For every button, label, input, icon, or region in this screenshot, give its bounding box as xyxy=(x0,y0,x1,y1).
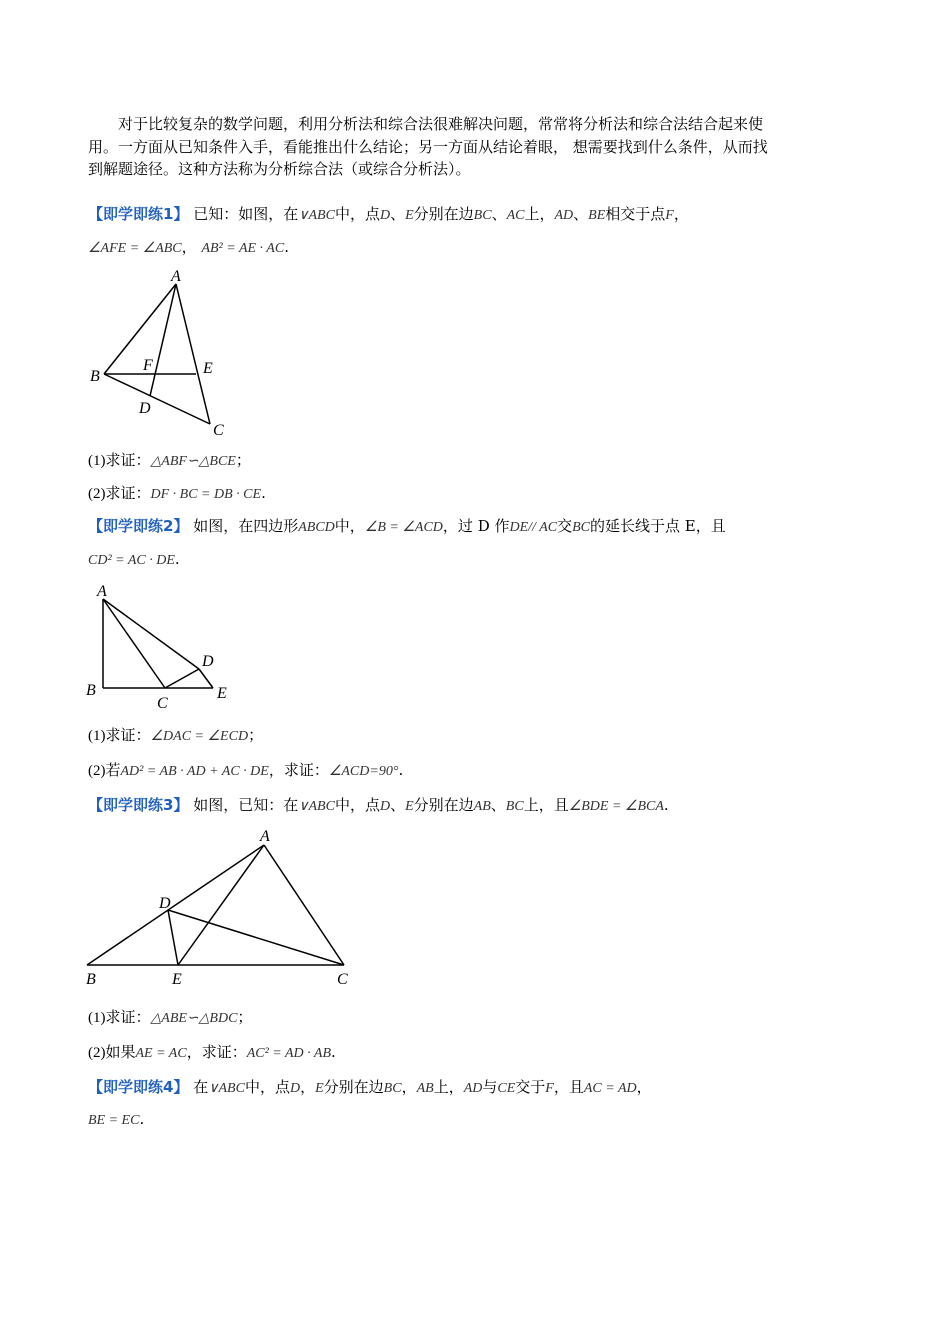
ex2-figure xyxy=(82,580,242,712)
ex3-seg-AC xyxy=(264,845,344,965)
ex2-seg-DE xyxy=(199,669,213,688)
ex1-label-F: F xyxy=(143,357,153,374)
ex2-seg-AC xyxy=(103,599,165,688)
ex2-seg-CD xyxy=(165,669,199,688)
ex3-label-D: D xyxy=(159,895,171,912)
ex4-statement: 【即学即练4】 在∨ABC中，点D，E分别在边BC，AB上，AD与CE交于F，且AC = AD， xyxy=(88,1078,652,1096)
ex3-seg-AB xyxy=(87,845,264,965)
intro-line-3: 到解题途径。这种方法称为分析综合法（或综合分析法）。 xyxy=(88,160,471,178)
intro-line-1: 对于比较复杂的数学问题，利用分析法和综合法很难解决问题，常常将分析法和综合法结合起来使 xyxy=(118,115,764,133)
ex3-figure xyxy=(82,825,362,990)
ex2-label-C: C xyxy=(157,695,168,712)
ex2-label-D: D xyxy=(202,653,214,670)
ex1-label-D: D xyxy=(139,400,151,417)
ex1-question-2: (2)求证：DF · BC = DB · CE. xyxy=(88,484,266,502)
intro-line-2: 用。一方面从已知条件入手，看能推出什么结论；另一方面从结论着眼， 想需要找到什么条件，从而找 xyxy=(88,138,768,156)
ex4-label: 【即学即练4】 xyxy=(88,1078,189,1096)
ex1-label-C: C xyxy=(213,422,224,439)
ex1-condition: ∠AFE = ∠ABC， AB² = AE · AC. xyxy=(88,238,289,256)
ex2-label-A: A xyxy=(97,583,107,600)
ex1-label-B: B xyxy=(90,368,100,385)
ex2-statement: 【即学即练2】 如图，在四边形ABCD中，∠B = ∠ACD，过 D 作DE// AC交BC的延长线于点 E，且 xyxy=(88,517,726,535)
ex3-seg-DE xyxy=(168,910,178,965)
ex4-condition: BE = EC. xyxy=(88,1110,145,1128)
ex2-label-B: B xyxy=(86,682,96,699)
ex3-statement: 【即学即练3】 如图，已知：在∨ABC中，点D、E分别在边AB、BC上，且∠BDE = ∠BCA. xyxy=(88,796,669,814)
ex2-label: 【即学即练2】 xyxy=(88,517,189,535)
ex1-label-E: E xyxy=(203,360,213,377)
ex1-label: 【即学即练1】 xyxy=(88,205,189,223)
ex3-label-A: A xyxy=(260,828,270,845)
ex2-label-E: E xyxy=(217,685,227,702)
ex3-label-C: C xyxy=(337,971,348,988)
ex3-label-E: E xyxy=(172,971,182,988)
ex1-statement: 【即学即练1】 已知：如图，在∨ABC中，点D、E分别在边BC、AC上，AD、BE相交于点F， xyxy=(88,205,689,223)
ex3-question-2: (2)如果AE = AC，求证：AC² = AD · AB. xyxy=(88,1043,336,1061)
ex2-question-2: (2)若AD² = AB · AD + AC · DE，求证：∠ACD=90°. xyxy=(88,761,404,779)
ex3-question-1: (1)求证：△ABE∽△BDC； xyxy=(88,1008,253,1026)
ex1-question-1: (1)求证：△ABF∽△BCE； xyxy=(88,451,251,469)
ex2-condition: CD² = AC · DE. xyxy=(88,550,180,568)
ex3-label: 【即学即练3】 xyxy=(88,796,189,814)
ex1-figure xyxy=(88,266,238,438)
ex2-question-1: (1)求证：∠DAC = ∠ECD； xyxy=(88,726,264,744)
ex1-label-A: A xyxy=(171,268,181,285)
ex1-seg-BC xyxy=(104,374,210,424)
ex3-seg-DC xyxy=(168,910,344,965)
ex1-seg-AC xyxy=(176,284,210,424)
ex3-seg-AE xyxy=(178,845,264,965)
ex3-label-B: B xyxy=(86,971,96,988)
ex2-seg-AD xyxy=(103,599,199,669)
